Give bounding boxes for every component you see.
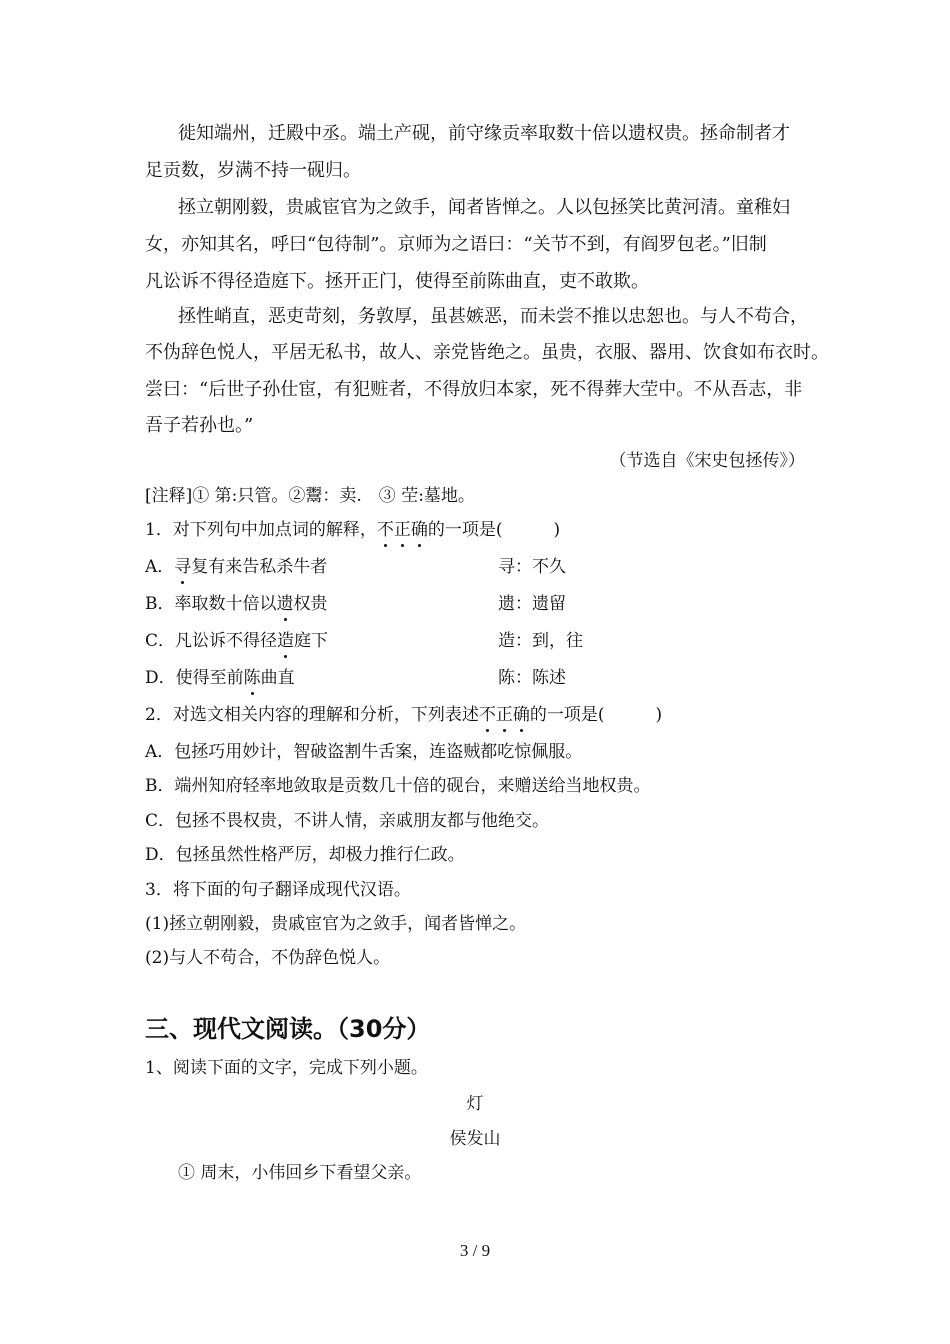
question-1-stem: 1．对下列句中加点词的解释，不正确的一项是( ) [145,520,561,540]
q3-item-1: (1)拯立朝刚毅，贵戚宦官为之敛手，闻者皆惮之。 [145,914,527,934]
section-title: 三、现代文阅读。（30分） [145,1015,431,1043]
q1-option-c-answer: 造：到，往 [498,631,583,651]
passage-line: 不伪辞色悦人，平居无私书，故人、亲党皆绝之。虽贵，衣服、器用、饮食如布衣时。 [145,342,829,363]
passage-line: 拯性峭直，恶吏苛刻，务敦厚，虽甚嫉恶，而未尝不推以忠恕也。与人不苟合， [178,306,808,327]
notes: [注释]① 第:只管。②鬻：卖. ③ 茔:墓地。 [145,486,475,506]
q1-option-a-answer: 寻：不久 [498,557,566,577]
q2-option-c: C．包拯不畏权贵，不讲人情，亲戚朋友都与他绝交。 [145,811,550,831]
passage-line: 足贡数，岁满不持一砚归。 [145,160,361,181]
q2-option-d: D．包拯虽然性格严厉，却极力推行仁政。 [145,845,465,865]
article-first-paragraph: ① 周末，小伟回乡下看望父亲。 [178,1163,422,1183]
q1-option-b: B．率取数十倍以遗权贵 [145,594,328,614]
passage-line: 凡讼诉不得径造庭下。拯开正门，使得至前陈曲直，吏不敢欺。 [145,271,649,292]
q2-option-a: A．包拯巧用妙计，智破盗割牛舌案，连盗贼都吃惊佩服。 [145,742,583,762]
q3-item-2: (2)与人不苟合，不伪辞色悦人。 [145,948,391,968]
q1-option-d-answer: 陈：陈述 [498,668,566,688]
question-3-stem: 3．将下面的句子翻译成现代汉语。 [145,880,411,900]
q1-option-a: A．寻复有来告私杀牛者 [145,557,328,577]
q1-option-b-answer: 遗：遗留 [498,594,566,614]
article-author: 侯发山 [449,1129,501,1149]
passage-line: 尝曰：“后世子孙仕宦，有犯赃者，不得放归本家，死不得葬大茔中。不从吾志，非 [145,379,803,400]
article-title: 灯 [466,1094,484,1114]
passage-line: 女，亦知其名，呼曰“包待制”。京师为之语曰：“关节不到，有阎罗包老。”旧制 [145,234,767,255]
q1-option-d: D．使得至前陈曲直 [145,668,295,688]
source-citation: （节选自《宋史包拯传》） [609,451,805,471]
passage-line: 吾子若孙也。” [145,415,254,436]
q1-option-c: C．凡讼诉不得径造庭下 [145,631,329,651]
passage-line: 拯立朝刚毅，贵戚宦官为之敛手，闻者皆惮之。人以包拯笑比黄河清。童稚妇 [178,197,790,218]
section-instruction: 1、阅读下面的文字，完成下列小题。 [145,1058,428,1078]
q2-option-b: B．端州知府轻率地敛取是贡数几十倍的砚台，来赠送给当地权贵。 [145,776,651,796]
passage-line: 徙知端州，迁殿中丞。端土产砚，前守缘贡率取数十倍以遗权贵。拯命制者才 [178,123,790,144]
page-number: 3 / 9 [459,1241,491,1260]
question-2-stem: 2．对选文相关内容的理解和分析，下列表述不正确的一项是( ) [145,705,663,725]
